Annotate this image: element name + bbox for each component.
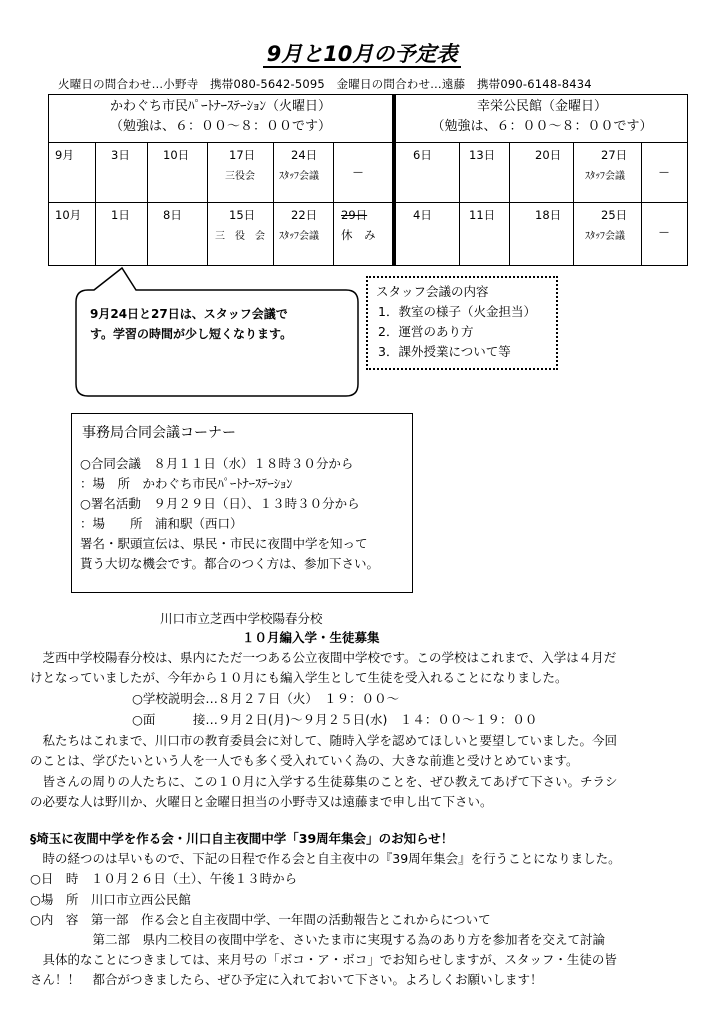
school-heading: １０月編入学・生徒募集 [242, 630, 380, 645]
date-note: ｽﾀｯﾌ会議 [279, 231, 319, 242]
gathering-paragraph: さん！！ 都合がつきましたら、ぜひ予定に入れておいて下さい。よろしくお願いします！ [30, 972, 543, 987]
date-note: — [353, 167, 363, 178]
gathering-place: ○場 所 川口市立西公民館 [30, 892, 191, 907]
date-note: 三役会 [225, 171, 255, 182]
office-line: ○署名活動 ９月２９日（日）、１３時３０分から [80, 496, 360, 511]
date-cell: 24日 [291, 148, 318, 162]
list-item: 1．教室の様子（火金担当） [378, 304, 536, 319]
contact-info: 火曜日の問合わせ…小野寺 携帯080-5642-5095 金曜日の問合わせ…遠藤 携帯090-6148-8434 [58, 77, 592, 91]
gathering-content: 第二部 県内二校目の夜間中学を、さいたま市に実現する為のあり方を参加者を交えて討論 [30, 932, 606, 947]
office-line: ○合同会議 ８月１１日（水）１８時３０分から [80, 456, 354, 471]
office-line: ：場 所 浦和駅（西口） [80, 516, 243, 531]
office-line: 署名・駅頭宣伝は、県民・市民に夜間中学を知って [80, 536, 368, 551]
school-paragraph: の必要な人は野川か、火曜日と金曜日担当の小野寺又は遠藤まで申し出て下さい。 [30, 794, 493, 809]
date-cell: 4日 [413, 208, 432, 222]
date-cell: 11日 [469, 208, 496, 222]
page-title: 9月と10月の予定表 [0, 38, 724, 68]
school-paragraph: のことは、学びたいという人を一人でも多く受入れていく為の、大きな前進と受けとめています。 [30, 753, 579, 768]
list-item: 2．運営のあり方 [378, 324, 474, 339]
date-note: — [659, 227, 669, 238]
month-cell: 10月 [55, 208, 82, 222]
holiday-note: 休 み [341, 228, 376, 242]
date-cell: 27日 [601, 148, 628, 162]
office-line: ：場 所 かわぐち市民ﾊﾟｰﾄﾅｰｽﾃｰｼｮﾝ [80, 476, 293, 491]
gathering-content: ○内 容 第一部 作る会と自主夜間中学、一年間の活動報告とこれからについて [30, 912, 491, 927]
office-meeting-box [71, 413, 413, 593]
office-line: 貰う大切な機会です。都合のつく方は、参加下さい。 [80, 556, 380, 571]
date-note: — [659, 167, 669, 178]
bubble-text: 9月24日と27日は、スタッフ会議で す。学習の時間が少し短くなります。 [90, 307, 293, 341]
month-cell: 9月 [55, 148, 74, 162]
left-header: かわぐち市民ﾊﾟｰﾄﾅｰｽﾃｰｼｮﾝ（火曜日） （勉強は、６：００〜８：００です） [109, 99, 331, 134]
date-cell: 15日 [229, 208, 256, 222]
school-paragraph: 皆さんの周りの人たちに、この１０月に入学する生徒募集のことを、ぜひ教えてあげて下さい。チラシ [30, 774, 618, 789]
date-cell: 20日 [535, 148, 562, 162]
list-item: 3．課外授業について等 [378, 344, 511, 359]
date-cell: 8日 [163, 208, 182, 222]
date-cell: 17日 [229, 148, 256, 162]
date-note: 三 役 会 [215, 231, 265, 242]
date-cell: 10日 [163, 148, 190, 162]
school-paragraph: 私たちはこれまで、川口市の教育委員会に対して、随時入学を認めてほしいと要望していました。今回 [30, 733, 618, 748]
school-name: 川口市立芝西中学校陽春分校 [160, 611, 323, 626]
office-meeting-title: 事務局合同会議コーナー [82, 425, 236, 441]
schedule-table [48, 94, 688, 266]
info-session: ○学校説明会…８月２７日（火） １９：００〜 [132, 691, 400, 706]
date-note: ｽﾀｯﾌ会議 [279, 171, 319, 182]
right-header: 幸栄公民館（金曜日） （勉強は、６：００〜８：００です） [431, 99, 653, 134]
gathering-paragraph: 具体的なことにつきましては、来月号の「ボコ・ア・ボコ」でお知らせしますが、スタッフ・生徒の皆 [30, 952, 617, 967]
date-cell: 1日 [111, 208, 130, 222]
gathering-paragraph: 時の経つのは早いもので、下記の日程で作る会と自主夜中の『39周年集会』を行うことになりました。 [30, 851, 621, 866]
staff-meeting-title: スタッフ会議の内容 [376, 284, 489, 299]
cancelled-date-cell: 29日 [341, 208, 368, 222]
date-cell: 13日 [469, 148, 496, 162]
gathering-heading: §埼玉に夜間中学を作る会・川口自主夜間中学「39周年集会」のお知らせ！ [30, 831, 454, 846]
date-cell: 6日 [413, 148, 432, 162]
school-paragraph: けとなっていましたが、今年から１０月にも編入学生として生徒を受入れることになりました。 [30, 670, 568, 685]
date-cell: 25日 [601, 208, 628, 222]
date-cell: 18日 [535, 208, 562, 222]
date-cell: 3日 [111, 148, 130, 162]
staff-meeting-box [366, 276, 558, 370]
date-note: ｽﾀｯﾌ会議 [585, 171, 625, 182]
interview-period: ○面 接…９月２日(月)〜９月２５日(水) １４：００〜１９：００ [132, 712, 538, 727]
date-note: ｽﾀｯﾌ会議 [585, 231, 625, 242]
gathering-date: ○日 時 １０月２６日（土）、午後１３時から [30, 871, 298, 886]
school-paragraph: 芝西中学校陽春分校は、県内にただ一つある公立夜間中学校です。この学校はこれまで、入学は４月だ [30, 650, 617, 665]
date-cell: 22日 [291, 208, 318, 222]
